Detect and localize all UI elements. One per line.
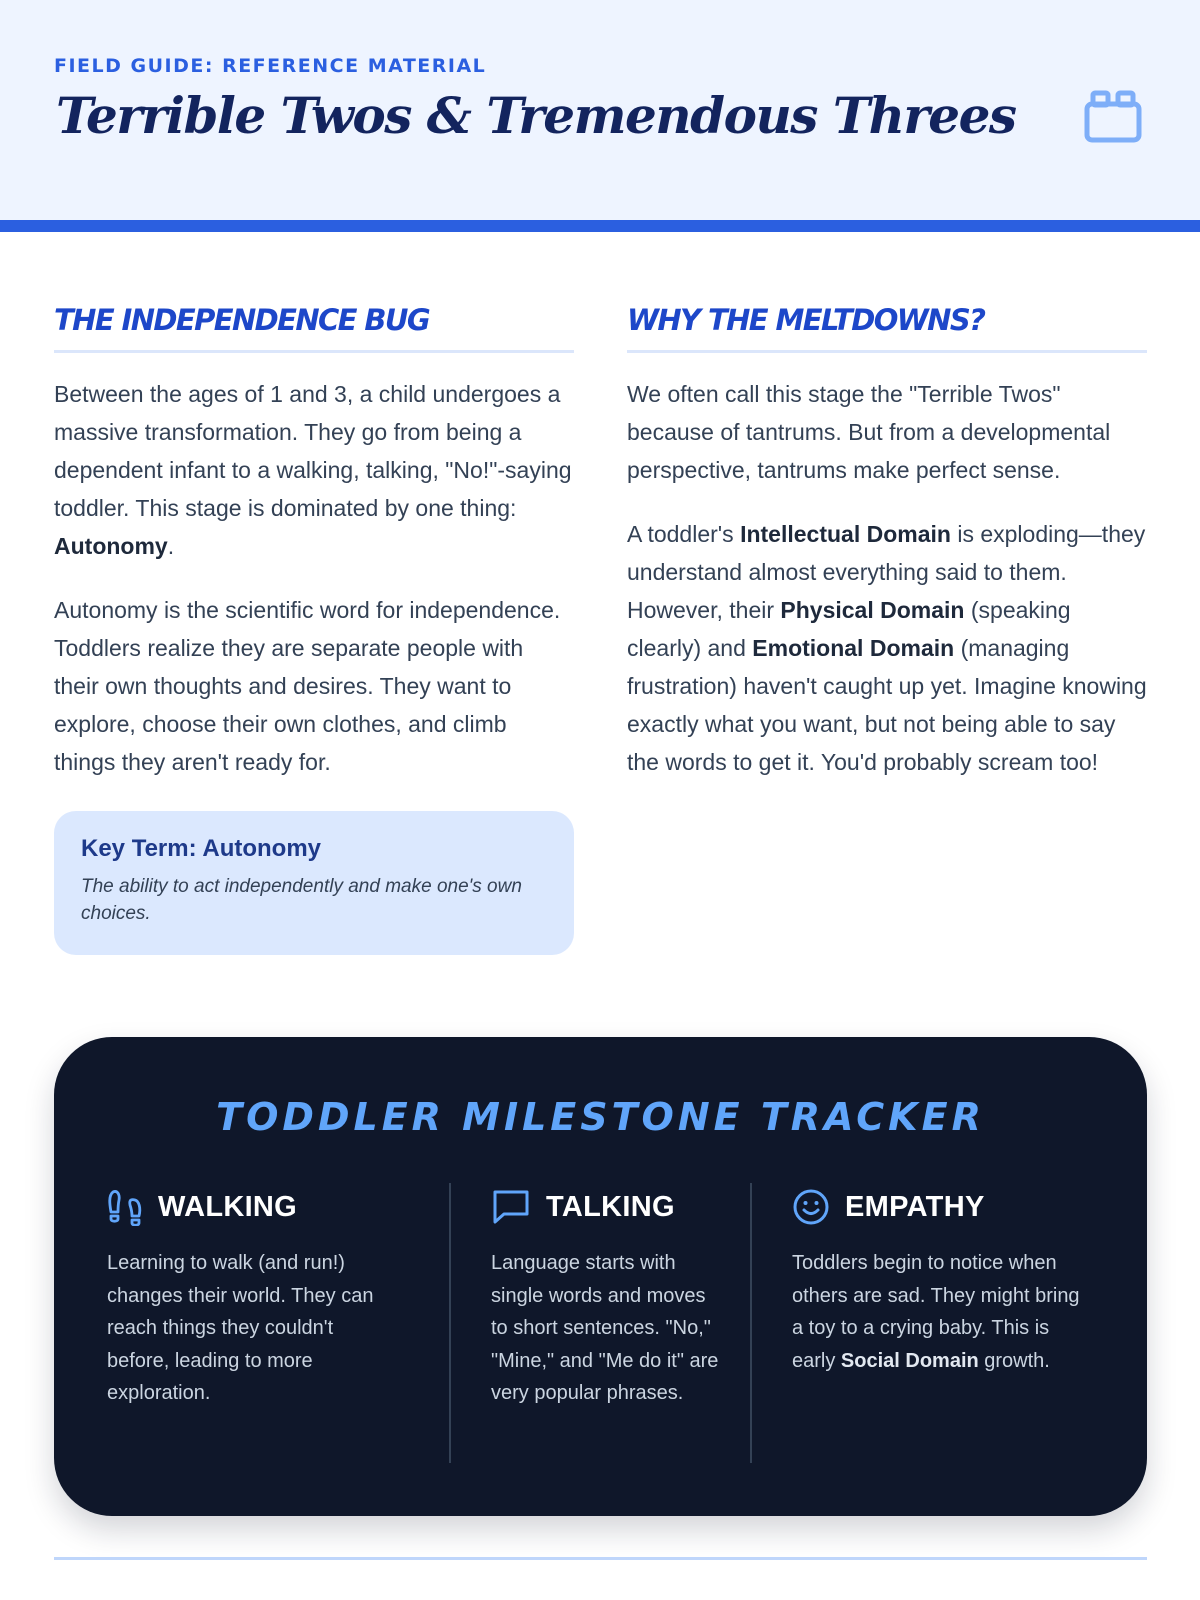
milestone-text: Toddlers begin to notice when others are sad. They might bring a toy to a crying baby. This is early Social Domain growth. [792, 1252, 1080, 1372]
tracker-title: TODDLER MILESTONE TRACKER [216, 1095, 985, 1139]
milestone-talking [491, 1187, 721, 1410]
milestone-text: Language starts with single words and moves to short sentences. "No," "Mine," and "Me do it" are very popular phrases. [491, 1252, 719, 1404]
independence-heading: THE INDEPENDENCE BUG [54, 300, 574, 353]
milestone-name: WALKING [158, 1190, 298, 1223]
key-term-title: Key Term: Autonomy [81, 835, 322, 862]
milestone-text: Learning to walk (and run!) changes their world. They can reach things they couldn't before, leading to more exploration. [107, 1252, 374, 1404]
meltdowns-section [627, 300, 1147, 781]
page-header [0, 0, 1200, 232]
page-title: Terrible Twos & Tremendous Threes [56, 86, 1016, 145]
independence-section [54, 300, 574, 955]
footprints-icon [107, 1188, 143, 1226]
milestone-empathy [792, 1187, 1092, 1377]
milestone-name: EMPATHY [845, 1190, 985, 1223]
footer-divider [54, 1557, 1147, 1560]
independence-paragraph-1: Between the ages of 1 and 3, a child undergoes a massive transformation. They go from being a dependent infant to a walking, talking, "No!"-saying toddler. This stage is dominated by one thing: Autonomy. [54, 381, 572, 559]
speech-bubble-icon [491, 1188, 531, 1226]
key-term-callout [54, 811, 574, 955]
meltdowns-paragraph-1: We often call this stage the "Terrible Twos" because of tantrums. But from a developmental perspective, tantrums make perfect sense. [627, 381, 1111, 483]
milestone-name: TALKING [546, 1190, 675, 1223]
independence-paragraph-2: Autonomy is the scientific word for independence. Toddlers realize they are separate people with their own thoughts and desires. They want to explore, choose their own clothes, and climb things they aren't ready for. [54, 597, 561, 775]
tracker-divider [750, 1183, 752, 1463]
meltdowns-heading: WHY THE MELTDOWNS? [627, 300, 1147, 353]
tracker-divider [449, 1183, 451, 1463]
header-kicker: FIELD GUIDE: REFERENCE MATERIAL [54, 55, 487, 77]
key-term-definition: The ability to act independently and make one's own choices. [81, 876, 522, 924]
milestone-walking [107, 1187, 397, 1410]
meltdowns-paragraph-2: A toddler's Intellectual Domain is exploding—they understand almost everything said to them. However, their Physical Domain (speaking clearly) and Emotional Domain (managing frustration) haven't caught up yet. Imagine knowing exactly what you want, but not being able to say the words to get it. You'd probably scream too! [627, 521, 1147, 775]
milestone-tracker [54, 1037, 1147, 1516]
toy-block-icon [1083, 90, 1143, 144]
smile-icon [792, 1188, 830, 1226]
